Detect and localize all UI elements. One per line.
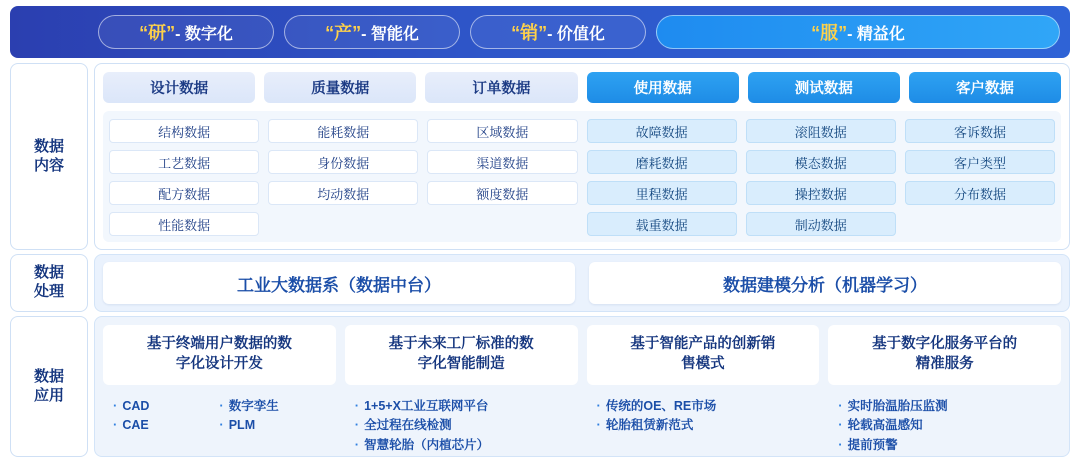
header-band — [10, 6, 1070, 58]
header-pill-chan-rest: - 智能化 — [361, 25, 419, 43]
bullet-dot-icon: · — [596, 417, 601, 433]
category-test-data: 测试数据 — [748, 72, 900, 103]
application-bullet — [113, 416, 219, 435]
data-chip: 客户类型 — [905, 150, 1055, 174]
header-pill-yan-rest: - 数字化 — [175, 25, 233, 43]
row-label-data-processing-line1: 数据 — [33, 264, 64, 282]
data-chip: 故障数据 — [587, 119, 737, 143]
bullet-dot-icon: · — [838, 398, 843, 413]
bullet-dot-icon: · — [113, 417, 118, 433]
application-title-smart-manufacturing-line2: 字化智能制造 — [417, 356, 505, 372]
data-chip: 分布数据 — [905, 181, 1055, 205]
application-bullet — [355, 436, 568, 455]
header-pill-list — [98, 15, 1060, 49]
data-chip: 能耗数据 — [268, 119, 418, 143]
category-chip-row — [103, 72, 1061, 103]
bullet-dot-icon: · — [219, 417, 224, 433]
application-bullet-text: 轮载高温感知 — [847, 418, 923, 433]
bullet-dot-icon: · — [354, 436, 360, 452]
application-bullets-row — [103, 393, 1061, 450]
data-chip: 结构数据 — [109, 119, 259, 143]
row-label-data-application-line1: 数据 — [33, 367, 64, 385]
data-chip: 额度数据 — [427, 181, 577, 205]
application-bullet-text: 1+5+X工业互联网平台 — [364, 399, 489, 413]
application-title-sales-model-line1: 基于智能产品的创新销 — [630, 336, 776, 353]
data-column-order — [427, 119, 577, 236]
data-chip: 磨耗数据 — [587, 150, 737, 174]
application-bullets-digital-design — [103, 393, 336, 450]
application-bullet-text: PLM — [228, 418, 256, 433]
data-chip: 均动数据 — [268, 181, 418, 205]
row-label-data-application — [10, 316, 88, 457]
category-usage-data: 使用数据 — [587, 72, 739, 103]
bullet-dot-icon: · — [596, 398, 601, 413]
data-column-quality — [268, 119, 418, 236]
application-bullets-sales-model — [587, 393, 820, 450]
header-pill-xiao-quoted: “销” — [511, 23, 548, 43]
header-pill-yan-quoted: “研” — [139, 23, 176, 43]
header-pill-fu-quoted: “服” — [811, 23, 848, 43]
bullet-dot-icon: · — [838, 417, 843, 433]
application-title-precision-service — [828, 325, 1061, 385]
bullet-dot-icon: · — [838, 436, 843, 452]
data-column-design — [109, 119, 259, 236]
application-bullet — [219, 416, 325, 435]
data-column-usage — [587, 119, 737, 236]
bullet-dot-icon: · — [219, 398, 224, 413]
application-bullet — [355, 397, 568, 416]
data-chip: 制动数据 — [746, 212, 896, 236]
header-pill-fu — [656, 15, 1060, 49]
data-chip: 里程数据 — [587, 181, 737, 205]
row-label-data-application-line2: 应用 — [33, 386, 64, 404]
data-application-panel — [94, 316, 1070, 457]
row-label-data-content-line1: 数据 — [33, 137, 64, 155]
bullet-dot-icon: · — [354, 417, 360, 433]
processing-card-row — [103, 262, 1061, 304]
category-order-data: 订单数据 — [425, 72, 577, 103]
bullet-dot-icon: · — [354, 398, 360, 413]
data-content-panel — [94, 63, 1070, 250]
application-title-sales-model — [587, 325, 820, 385]
application-title-sales-model-line2: 售模式 — [681, 356, 725, 372]
row-label-data-processing-line2: 处理 — [33, 283, 64, 300]
application-bullet — [219, 397, 325, 416]
application-title-smart-manufacturing — [345, 325, 578, 385]
category-design-data: 设计数据 — [103, 72, 255, 103]
application-bullet — [597, 397, 810, 416]
header-pill-chan — [284, 15, 460, 49]
application-bullet-text: 智慧轮胎（内植芯片） — [364, 437, 490, 452]
data-processing-panel — [94, 254, 1070, 312]
header-pill-fu-rest: - 精益化 — [847, 25, 905, 43]
header-pill-xiao — [470, 15, 646, 49]
application-bullets-precision-service — [828, 393, 1061, 450]
application-title-digital-design-line1: 基于终端用户数据的数 — [146, 336, 292, 353]
data-chip: 工艺数据 — [109, 150, 259, 174]
application-bullet — [838, 397, 1051, 416]
header-pill-xiao-rest: - 价值化 — [547, 25, 605, 43]
row-label-data-content-line2: 内容 — [33, 156, 64, 174]
application-bullet-text: 提前预警 — [847, 437, 898, 452]
data-chip: 模态数据 — [746, 150, 896, 174]
data-chip: 操控数据 — [746, 181, 896, 205]
row-label-data-processing — [10, 254, 88, 312]
application-bullet-text: 全过程在线检测 — [364, 418, 452, 433]
category-quality-data: 质量数据 — [264, 72, 416, 103]
application-bullet-text: 传统的OE、RE市场 — [605, 399, 717, 413]
application-bullet — [597, 416, 810, 435]
application-bullet-text: CAD — [122, 399, 150, 413]
application-bullet-text: CAE — [122, 418, 149, 433]
data-column-customer — [905, 119, 1055, 236]
data-chip: 身份数据 — [268, 150, 418, 174]
application-title-digital-design-line2: 字化设计开发 — [175, 356, 263, 372]
application-bullet-text: 数字孪生 — [228, 399, 279, 413]
data-chip: 载重数据 — [587, 212, 737, 236]
category-customer-data: 客户数据 — [909, 72, 1061, 103]
data-chip: 区域数据 — [427, 119, 577, 143]
row-label-data-content — [10, 63, 88, 250]
data-item-grid — [103, 111, 1061, 242]
application-title-precision-service-line2: 精准服务 — [915, 356, 974, 372]
data-chip: 滚阻数据 — [746, 119, 896, 143]
data-column-test — [746, 119, 896, 236]
processing-card-modeling-analysis: 数据建模分析（机器学习） — [589, 262, 1061, 304]
data-chip: 配方数据 — [109, 181, 259, 205]
data-chip: 性能数据 — [109, 212, 259, 236]
application-bullet — [838, 436, 1051, 455]
bullet-dot-icon: · — [113, 398, 118, 413]
header-pill-chan-quoted: “产” — [325, 23, 362, 43]
application-bullet — [355, 416, 568, 435]
application-title-digital-design — [103, 325, 336, 385]
application-bullet-text: 实时胎温胎压监测 — [847, 399, 948, 413]
application-bullet — [838, 416, 1051, 435]
data-chip: 渠道数据 — [427, 150, 577, 174]
data-chip: 客诉数据 — [905, 119, 1055, 143]
header-pill-yan — [98, 15, 274, 49]
application-title-precision-service-line1: 基于数字化服务平台的 — [872, 336, 1018, 353]
application-bullet — [113, 397, 219, 416]
application-bullets-smart-manufacturing — [345, 393, 578, 450]
processing-card-big-data-platform: 工业大数据系（数据中台） — [103, 262, 575, 304]
application-bullet-text: 轮胎租赁新范式 — [605, 418, 694, 433]
application-title-row — [103, 325, 1061, 385]
application-title-smart-manufacturing-line1: 基于未来工厂标准的数 — [388, 336, 534, 353]
